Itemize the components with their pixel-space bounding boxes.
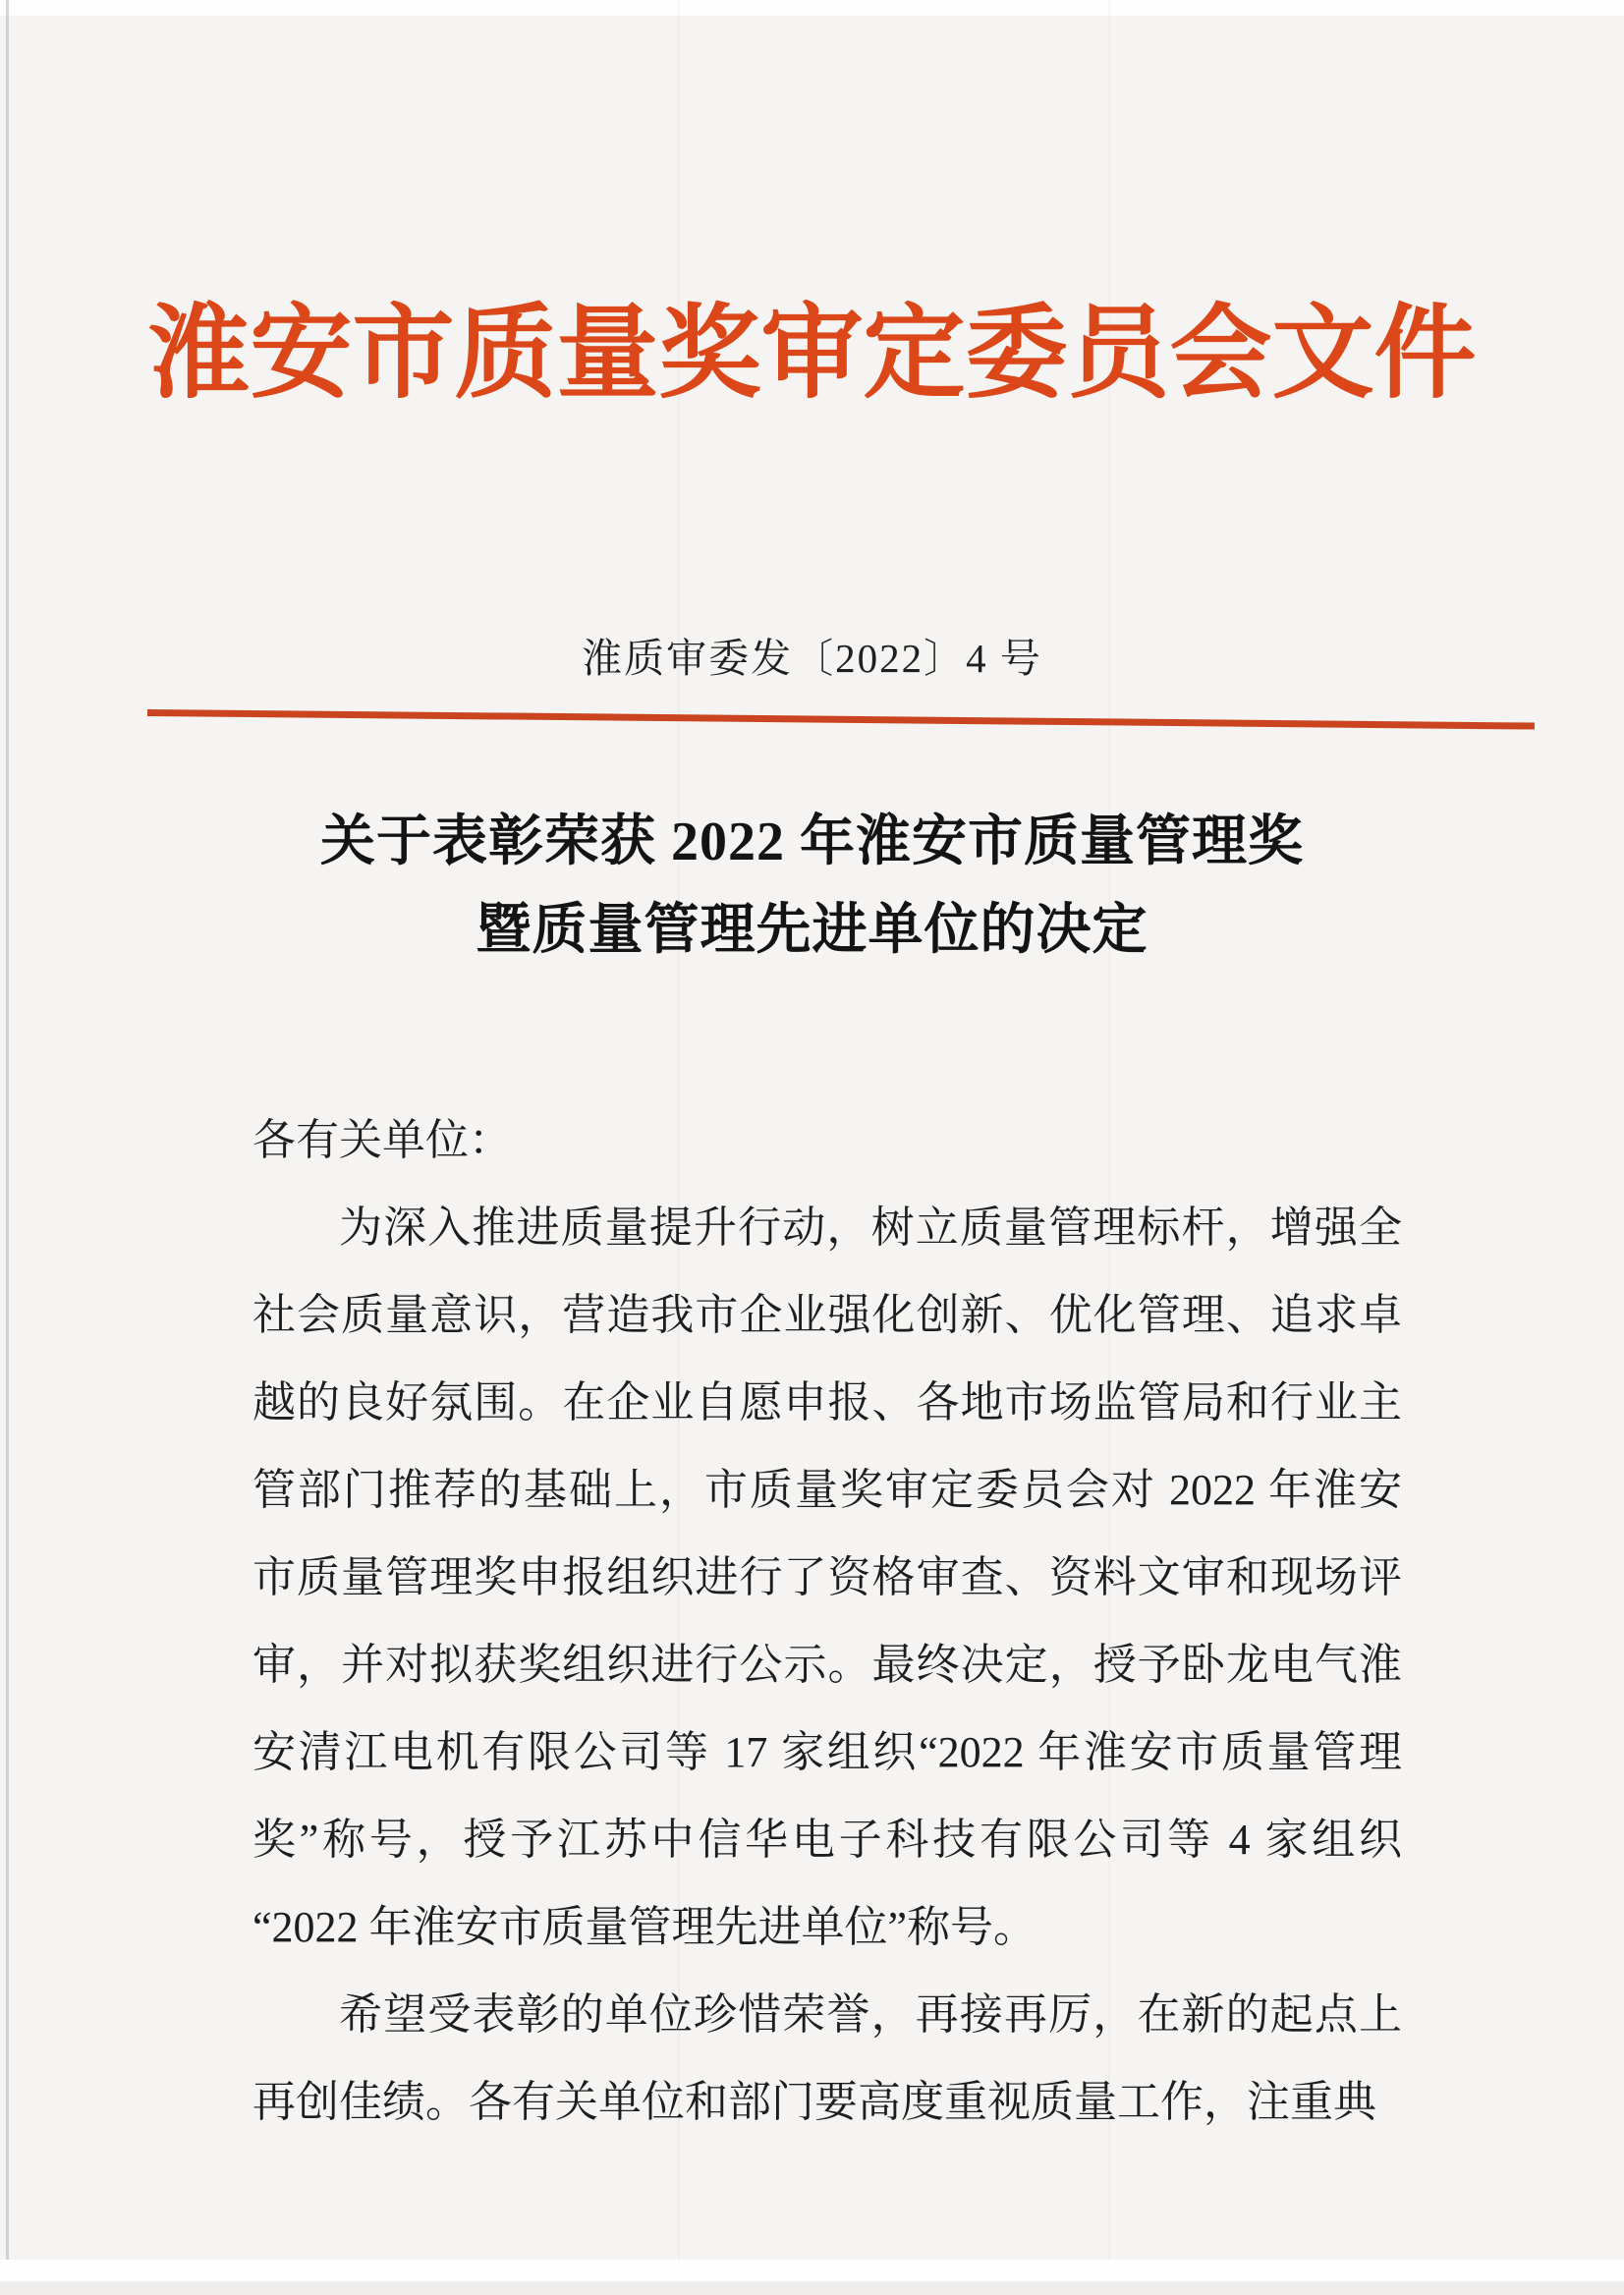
document-body bbox=[252, 1096, 1402, 2146]
document-title bbox=[0, 798, 1624, 975]
document-title-line2: 暨质量管理先进单位的决定 bbox=[476, 900, 1148, 961]
body-line: 希望受表彰的单位珍惜荣誉，再接再厉，在新的起点上 bbox=[339, 1990, 1402, 2039]
document-title-line1: 关于表彰荣获 2022 年淮安市质量管理奖 bbox=[320, 812, 1304, 872]
body-line: 奖”称号，授予江苏中信华电子科技有限公司等 4 家组织 bbox=[252, 1816, 1402, 1864]
body-line: 为深入推进质量提升行动，树立质量管理标杆，增强全 bbox=[339, 1203, 1402, 1252]
body-line: 再创佳绩。各有关单位和部门要高度重视质量工作，注重典 bbox=[252, 2078, 1376, 2126]
body-line: “2022 年淮安市质量管理先进单位”称号。 bbox=[252, 1903, 1037, 1951]
red-separator-line bbox=[147, 709, 1535, 730]
scan-artifact-bottom-gray-strip bbox=[0, 2281, 1624, 2295]
letterhead-org-title: 淮安市质量奖审定委员会文件 bbox=[147, 298, 1477, 411]
body-line: 审，并对拟获奖组织进行公示。最终决定，授予卧龙电气淮 bbox=[252, 1641, 1402, 1689]
body-line: 市质量管理奖申报组织进行了资格审查、资料文审和现场评 bbox=[252, 1553, 1402, 1601]
body-line: 越的良好氛围。在企业自愿申报、各地市场监管局和行业主 bbox=[252, 1378, 1402, 1427]
body-line: 管部门推荐的基础上，市质量奖审定委员会对 2022 年淮安 bbox=[252, 1466, 1402, 1514]
document-number: 淮质审委发〔2022〕4 号 bbox=[582, 636, 1042, 681]
body-line: 安清江电机有限公司等 17 家组织“2022 年淮安市质量管理 bbox=[252, 1728, 1402, 1776]
scan-artifact-top-band bbox=[0, 0, 1624, 16]
salutation: 各有关单位： bbox=[252, 1116, 512, 1164]
scan-artifact-bottom-white-strip bbox=[0, 2260, 1624, 2281]
body-line: 社会质量意识，营造我市企业强化创新、优化管理、追求卓 bbox=[252, 1291, 1402, 1339]
